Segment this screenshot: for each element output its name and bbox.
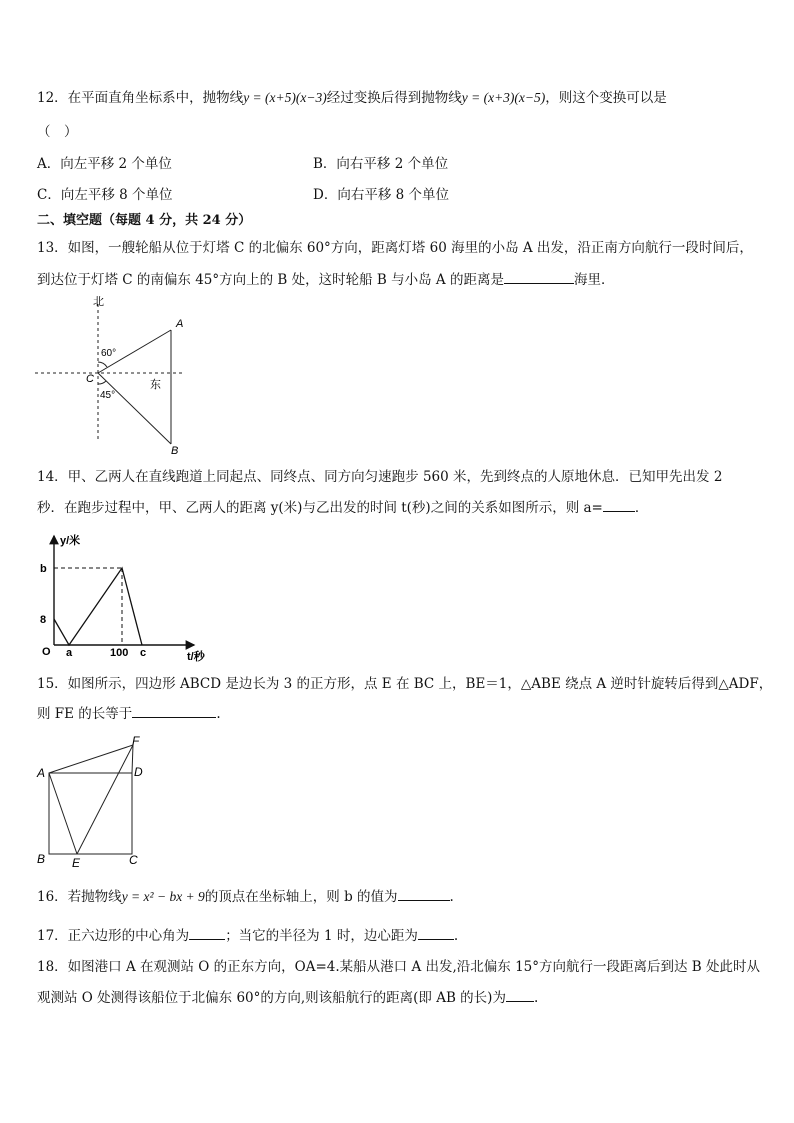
q12-option-c: C．向左平移 8 个单位 xyxy=(37,187,173,203)
q18-line2 xyxy=(37,988,538,1008)
q12-option-a: A．向左平移 2 个单位 xyxy=(37,156,172,172)
q13-line2-text: 到达位于灯塔 C 的南偏东 45°方向上的 B 处，这时轮船 B 与小岛 A 的距离是 xyxy=(37,272,504,288)
tick-8: 8 xyxy=(40,614,47,626)
point-c-label: C xyxy=(129,853,138,867)
q17-text-b: ；当它的半径为 1 时，边心距为 xyxy=(225,928,418,944)
angle-60-label: 60° xyxy=(101,348,117,359)
tick-c: c xyxy=(140,647,147,659)
angle-45-label: 45° xyxy=(100,390,116,401)
q18-line2-text: 观测站 O 处测得该船位于北偏东 60°的方向,则该船航行的距离(即 AB 的长)为 xyxy=(37,990,506,1006)
tick-100: 100 xyxy=(110,647,129,659)
q13-figure xyxy=(35,292,205,460)
q14-line2-text: 秒．在跑步过程中，甲、乙两人的距离 y(米)与乙出发的时间 t(秒)之间的关系如图所示，则 a= xyxy=(37,500,603,516)
point-c-label: C xyxy=(86,373,94,385)
q15-line1: 15．如图所示，四边形 ABCD 是边长为 3 的正方形，点 E 在 BC 上，BE＝1，△ABE 绕点 A 逆时针旋转后得到△ADF， xyxy=(37,676,773,692)
point-a-label: A xyxy=(176,318,184,330)
q12-expr1: y = (x+5)(x−3) xyxy=(243,90,327,105)
point-d-label: D xyxy=(134,765,143,779)
segment-fd xyxy=(132,745,133,773)
q14-line1: 14．甲、乙两人在直线跑道上同起点、同终点、同方向匀速跑步 560 米，先到终点的人原地休息．已知甲先出发 2 xyxy=(37,469,723,485)
y-axis-label: y/米 xyxy=(60,535,81,547)
q17-line xyxy=(37,926,458,946)
q12-text-a: 12．在平面直角坐标系中，抛物线 xyxy=(37,90,244,106)
q14-line2 xyxy=(37,498,648,518)
point-a-label: A xyxy=(37,766,46,780)
q14-line2-end: ． xyxy=(634,500,649,516)
q12-answer-paren: （ ） xyxy=(37,124,78,140)
q17-answer-blank-2[interactable] xyxy=(418,927,454,940)
q16-line xyxy=(37,887,454,907)
q12-option-b: B．向右平移 2 个单位 xyxy=(313,156,449,172)
q16-answer-blank[interactable] xyxy=(398,888,450,901)
q13-line2 xyxy=(37,270,614,290)
q15-line2-end: . xyxy=(216,706,221,722)
x-axis-label: t/秒 xyxy=(187,651,205,663)
segment-ae xyxy=(49,773,77,854)
q14-chart xyxy=(34,530,214,665)
q13-line2-unit: 海里． xyxy=(573,272,615,288)
q16-text-b: 的顶点在坐标轴上，则 b 的值为 xyxy=(204,889,398,905)
tick-a: a xyxy=(66,647,73,659)
q12-line1 xyxy=(37,88,667,108)
q17-text-a: 17．正六边形的中心角为 xyxy=(37,928,190,944)
square-abcd xyxy=(49,773,132,854)
north-label: 北 xyxy=(93,296,104,308)
origin-label: O xyxy=(42,646,51,658)
q16-text-a: 16．若抛物线 xyxy=(37,889,122,905)
tick-b: b xyxy=(40,563,47,575)
q15-line2-text: 则 FE 的长等于 xyxy=(37,706,133,722)
q15-figure xyxy=(34,733,154,873)
q15-answer-blank[interactable] xyxy=(132,705,216,718)
series-line xyxy=(54,568,142,645)
q12-expr2: y = (x+3)(x−5) xyxy=(461,90,546,105)
q15-line2 xyxy=(37,704,221,724)
q12-text-c: ，则这个变换可以是 xyxy=(545,90,667,106)
q16-expr: y = x² − bx + 9 xyxy=(121,889,205,904)
q18-line2-end: . xyxy=(533,990,539,1006)
q18-line1: 18．如图港口 A 在观测站 O 的正东方向，OA=4.某船从港口 A 出发,沿北偏东 15°方向航行一段距离后到达 B 处此时从 xyxy=(37,959,761,975)
q13-line1: 13．如图，一艘轮船从位于灯塔 C 的北偏东 60°方向，距离灯塔 60 海里的小岛 A 出发，沿正南方向航行一段时间后， xyxy=(37,240,753,256)
q12-text-b: 经过变换后得到抛物线 xyxy=(326,90,462,106)
east-label: 东 xyxy=(150,379,161,391)
q16-text-end: . xyxy=(449,889,454,905)
q17-text-end: . xyxy=(453,928,459,944)
point-b-label: B xyxy=(37,852,46,866)
point-e-label: E xyxy=(72,856,81,870)
q18-answer-blank[interactable] xyxy=(506,989,534,1002)
point-b-label: B xyxy=(171,445,179,457)
point-f-label: F xyxy=(132,734,140,748)
q14-answer-blank[interactable] xyxy=(603,499,635,512)
angle-45-arc xyxy=(98,381,106,384)
section-heading: 二、填空题（每题 4 分，共 24 分） xyxy=(37,213,252,228)
q17-answer-blank-1[interactable] xyxy=(189,927,225,940)
q13-answer-blank[interactable] xyxy=(504,271,574,284)
angle-60-arc xyxy=(98,362,107,367)
q12-option-d: D．向右平移 8 个单位 xyxy=(313,187,449,203)
